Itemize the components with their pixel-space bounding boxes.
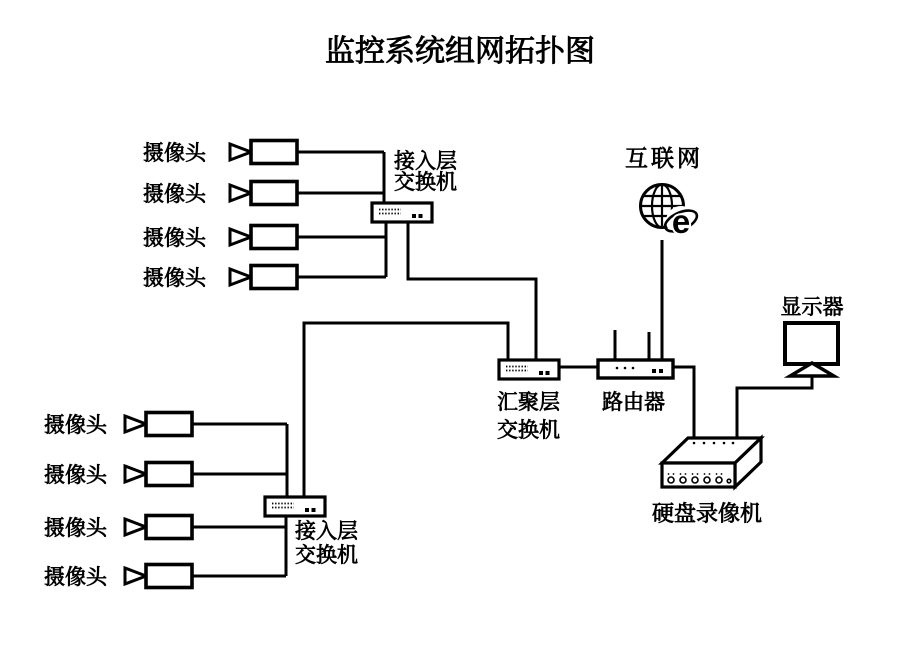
globe-ie-icon xyxy=(641,185,700,241)
camera-icon xyxy=(125,516,192,539)
camera-icon xyxy=(230,182,297,205)
camera-label: 摄像头 xyxy=(143,183,206,206)
camera-label: 摄像头 xyxy=(44,517,107,540)
camera-cluster-top xyxy=(143,141,297,291)
switch-icon xyxy=(372,203,432,222)
monitor-label: 显示器 xyxy=(780,296,844,319)
camera-label: 摄像头 xyxy=(143,267,206,290)
router-node xyxy=(598,360,673,414)
cable-top-switch-to-aggregation xyxy=(408,222,536,360)
switch-label-line1: 汇聚层 xyxy=(497,391,560,414)
camera-node-top-3 xyxy=(143,226,297,251)
router-led xyxy=(616,367,619,370)
dvr-node xyxy=(652,438,762,526)
camera-icon xyxy=(230,141,297,164)
cable-router-to-dvr xyxy=(672,367,694,437)
camera-label: 摄像头 xyxy=(143,142,206,165)
camera-icon xyxy=(125,565,192,588)
camera-node-bottom-3 xyxy=(44,516,192,541)
camera-label: 摄像头 xyxy=(44,464,107,487)
cable-monitor-to-dvr xyxy=(737,374,812,437)
dvr-label: 硬盘录像机 xyxy=(652,501,763,526)
switch-icon xyxy=(499,360,559,379)
router-port xyxy=(652,369,656,373)
camera-icon xyxy=(125,463,192,486)
switch-label-line1: 接入层 xyxy=(394,150,457,173)
internet-node xyxy=(625,145,703,240)
camera-node-bottom-1 xyxy=(44,413,192,438)
router-label: 路由器 xyxy=(602,391,665,414)
camera-label: 摄像头 xyxy=(44,566,107,589)
monitor-icon xyxy=(785,323,838,376)
router-led xyxy=(624,367,627,370)
switch-label-line2: 交换机 xyxy=(295,544,358,567)
camera-icon xyxy=(230,266,297,289)
internet-label: 互联网 xyxy=(625,145,703,171)
monitor-screen xyxy=(785,323,838,364)
switch-icon xyxy=(265,497,325,516)
camera-icon xyxy=(230,226,297,249)
camera-icon xyxy=(125,413,192,436)
camera-node-bottom-4 xyxy=(44,565,192,590)
cable-bottom-switch-to-aggregation xyxy=(304,323,508,497)
camera-node-top-1 xyxy=(143,141,297,166)
monitor-node xyxy=(781,296,844,376)
switch-label-line2: 交换机 xyxy=(394,171,457,194)
dvr-3d-box-icon xyxy=(662,438,761,487)
router-led xyxy=(632,367,635,370)
camera-cluster-bottom xyxy=(44,413,192,590)
camera-label: 摄像头 xyxy=(143,227,206,250)
page-title: 监控系统组网拓扑图 xyxy=(325,35,595,68)
ie-letter: e xyxy=(671,203,691,240)
aggregation-switch xyxy=(497,360,560,442)
switch-label-line2: 交换机 xyxy=(497,419,560,442)
switch-label-line1: 接入层 xyxy=(295,520,358,543)
camera-node-top-2 xyxy=(143,182,297,207)
access-switch-bottom xyxy=(265,497,358,567)
router-port xyxy=(659,369,663,373)
camera-node-top-4 xyxy=(143,266,297,291)
camera-label: 摄像头 xyxy=(44,414,107,437)
dvr-front-face xyxy=(662,463,735,487)
camera-node-bottom-2 xyxy=(44,463,192,488)
